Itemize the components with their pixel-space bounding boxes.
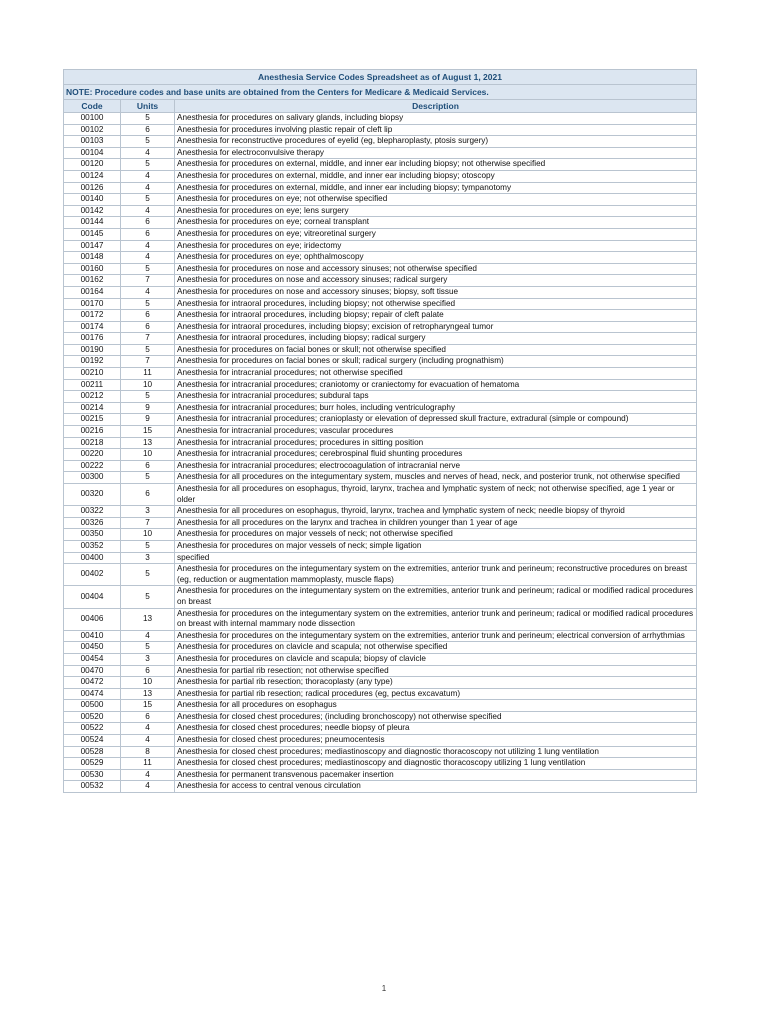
table-row — [64, 252, 697, 264]
description-cell: Anesthesia for procedures on nose and accessory sinuses; not otherwise specified — [175, 263, 697, 275]
column-header-row — [64, 100, 697, 113]
units-cell: 6 — [121, 310, 175, 322]
units-cell: 5 — [121, 642, 175, 654]
table-row — [64, 124, 697, 136]
table-row — [64, 402, 697, 414]
code-cell: 00220 — [64, 449, 121, 461]
code-cell: 00218 — [64, 437, 121, 449]
description-cell: Anesthesia for procedures on major vessels of neck; simple ligation — [175, 540, 697, 552]
description-cell: Anesthesia for intracranial procedures; burr holes, including ventriculography — [175, 402, 697, 414]
code-cell: 00528 — [64, 746, 121, 758]
units-cell: 3 — [121, 552, 175, 564]
code-cell: 00350 — [64, 529, 121, 541]
units-cell: 7 — [121, 356, 175, 368]
units-cell: 3 — [121, 506, 175, 518]
code-cell: 00406 — [64, 608, 121, 630]
units-cell: 5 — [121, 391, 175, 403]
table-row — [64, 653, 697, 665]
table-row — [64, 529, 697, 541]
table-row — [64, 333, 697, 345]
description-cell: Anesthesia for all procedures on esophagus — [175, 700, 697, 712]
note-row — [64, 85, 697, 100]
description-cell: Anesthesia for procedures on eye; corneal transplant — [175, 217, 697, 229]
units-cell: 6 — [121, 665, 175, 677]
units-cell: 6 — [121, 124, 175, 136]
units-cell: 6 — [121, 217, 175, 229]
code-cell: 00140 — [64, 194, 121, 206]
description-cell: Anesthesia for reconstructive procedures of eyelid (eg, blepharoplasty, ptosis surgery) — [175, 136, 697, 148]
code-cell: 00103 — [64, 136, 121, 148]
code-cell: 00124 — [64, 170, 121, 182]
units-cell: 4 — [121, 723, 175, 735]
table-row — [64, 781, 697, 793]
units-cell: 11 — [121, 758, 175, 770]
description-cell: Anesthesia for access to central venous circulation — [175, 781, 697, 793]
units-cell: 5 — [121, 472, 175, 484]
page-number: 1 — [381, 984, 387, 993]
units-cell: 5 — [121, 136, 175, 148]
code-cell: 00326 — [64, 517, 121, 529]
description-cell: Anesthesia for partial rib resection; radical procedures (eg, pectus excavatum) — [175, 688, 697, 700]
units-cell: 5 — [121, 298, 175, 310]
code-cell: 00100 — [64, 113, 121, 125]
description-cell: Anesthesia for procedures on external, middle, and inner ear including biopsy; otoscopy — [175, 170, 697, 182]
description-cell: Anesthesia for intraoral procedures, including biopsy; radical surgery — [175, 333, 697, 345]
units-cell: 4 — [121, 252, 175, 264]
table-row — [64, 564, 697, 586]
description-cell: Anesthesia for procedures on the integumentary system on the extremities, anterior trunk and perineum; radical or modified radical procedures on breast with internal mammary node dissection — [175, 608, 697, 630]
code-cell: 00164 — [64, 286, 121, 298]
description-cell: Anesthesia for procedures on external, middle, and inner ear including biopsy; not otherwise specified — [175, 159, 697, 171]
description-cell: Anesthesia for procedures on facial bones or skull; radical surgery (including prognathism) — [175, 356, 697, 368]
column-header-code: Code — [64, 100, 121, 113]
table-row — [64, 113, 697, 125]
code-cell: 00472 — [64, 677, 121, 689]
description-cell: Anesthesia for all procedures on esophagus, thyroid, larynx, trachea and lymphatic system of neck; needle biopsy of thyroid — [175, 506, 697, 518]
table-body — [64, 113, 697, 793]
units-cell: 6 — [121, 321, 175, 333]
units-cell: 5 — [121, 159, 175, 171]
code-cell: 00529 — [64, 758, 121, 770]
table-row — [64, 170, 697, 182]
code-cell: 00126 — [64, 182, 121, 194]
units-cell: 10 — [121, 379, 175, 391]
table-row — [64, 182, 697, 194]
table-row — [64, 414, 697, 426]
table-row — [64, 552, 697, 564]
code-cell: 00410 — [64, 630, 121, 642]
table-row — [64, 746, 697, 758]
code-cell: 00104 — [64, 147, 121, 159]
code-cell: 00162 — [64, 275, 121, 287]
code-cell: 00212 — [64, 391, 121, 403]
table-row — [64, 379, 697, 391]
description-cell: Anesthesia for procedures on the integumentary system on the extremities, anterior trunk and perineum; reconstructive procedures on breast (eg, reduction or augmentation mammoplasty, muscle flaps) — [175, 564, 697, 586]
code-cell: 00470 — [64, 665, 121, 677]
units-cell: 9 — [121, 414, 175, 426]
code-cell: 00170 — [64, 298, 121, 310]
code-cell: 00300 — [64, 472, 121, 484]
description-cell: Anesthesia for intraoral procedures, including biopsy; repair of cleft palate — [175, 310, 697, 322]
code-cell: 00400 — [64, 552, 121, 564]
description-cell: Anesthesia for intraoral procedures, including biopsy; excision of retropharyngeal tumor — [175, 321, 697, 333]
description-cell: Anesthesia for intracranial procedures; not otherwise specified — [175, 368, 697, 380]
code-cell: 00532 — [64, 781, 121, 793]
units-cell: 5 — [121, 540, 175, 552]
description-cell: Anesthesia for procedures on the integumentary system on the extremities, anterior trunk and perineum; electrical conversion of arrhythmias — [175, 630, 697, 642]
table-row — [64, 642, 697, 654]
description-cell: Anesthesia for procedures on nose and accessory sinuses; radical surgery — [175, 275, 697, 287]
table-row — [64, 321, 697, 333]
description-cell: Anesthesia for closed chest procedures; mediastinoscopy and diagnostic thoracoscopy utilizing 1 lung ventilation — [175, 758, 697, 770]
description-cell: Anesthesia for closed chest procedures; pneumocentesis — [175, 735, 697, 747]
code-cell: 00222 — [64, 460, 121, 472]
code-cell: 00214 — [64, 402, 121, 414]
description-cell: Anesthesia for partial rib resection; not otherwise specified — [175, 665, 697, 677]
units-cell: 5 — [121, 586, 175, 608]
table-row — [64, 136, 697, 148]
code-cell: 00192 — [64, 356, 121, 368]
code-cell: 00120 — [64, 159, 121, 171]
table-row — [64, 506, 697, 518]
table-row — [64, 147, 697, 159]
code-cell: 00500 — [64, 700, 121, 712]
spreadsheet-page — [63, 69, 696, 793]
description-cell: Anesthesia for procedures on eye; vitreoretinal surgery — [175, 228, 697, 240]
description-cell: Anesthesia for closed chest procedures; (including bronchoscopy) not otherwise specified — [175, 711, 697, 723]
table-row — [64, 484, 697, 506]
description-cell: Anesthesia for procedures on clavicle and scapula; not otherwise specified — [175, 642, 697, 654]
units-cell: 4 — [121, 630, 175, 642]
table-row — [64, 263, 697, 275]
code-cell: 00174 — [64, 321, 121, 333]
title-row — [64, 70, 697, 85]
units-cell: 7 — [121, 517, 175, 529]
units-cell: 11 — [121, 368, 175, 380]
code-cell: 00176 — [64, 333, 121, 345]
units-cell: 5 — [121, 263, 175, 275]
description-cell: Anesthesia for procedures on eye; lens surgery — [175, 205, 697, 217]
units-cell: 4 — [121, 170, 175, 182]
description-cell: Anesthesia for intraoral procedures, including biopsy; not otherwise specified — [175, 298, 697, 310]
code-cell: 00404 — [64, 586, 121, 608]
table-row — [64, 344, 697, 356]
description-cell: Anesthesia for procedures on nose and accessory sinuses; biopsy, soft tissue — [175, 286, 697, 298]
code-cell: 00524 — [64, 735, 121, 747]
table-row — [64, 517, 697, 529]
table-row — [64, 449, 697, 461]
units-cell: 15 — [121, 426, 175, 438]
column-header-units: Units — [121, 100, 175, 113]
table-row — [64, 368, 697, 380]
description-cell: Anesthesia for closed chest procedures; mediastinoscopy and diagnostic thoracoscopy not utilizing 1 lung ventilation — [175, 746, 697, 758]
description-cell: Anesthesia for procedures on eye; ophthalmoscopy — [175, 252, 697, 264]
code-cell: 00142 — [64, 205, 121, 217]
units-cell: 5 — [121, 194, 175, 206]
units-cell: 5 — [121, 564, 175, 586]
table-row — [64, 735, 697, 747]
description-cell: Anesthesia for intracranial procedures; cerebrospinal fluid shunting procedures — [175, 449, 697, 461]
table-row — [64, 205, 697, 217]
table-row — [64, 356, 697, 368]
table-row — [64, 275, 697, 287]
column-header-description: Description — [175, 100, 697, 113]
units-cell: 6 — [121, 228, 175, 240]
code-cell: 00522 — [64, 723, 121, 735]
code-cell: 00145 — [64, 228, 121, 240]
description-cell: Anesthesia for intracranial procedures; craniotomy or craniectomy for evacuation of hematoma — [175, 379, 697, 391]
code-cell: 00215 — [64, 414, 121, 426]
table-row — [64, 711, 697, 723]
description-cell: Anesthesia for procedures involving plastic repair of cleft lip — [175, 124, 697, 136]
units-cell: 8 — [121, 746, 175, 758]
units-cell: 10 — [121, 449, 175, 461]
anesthesia-codes-table — [63, 69, 697, 793]
units-cell: 9 — [121, 402, 175, 414]
code-cell: 00148 — [64, 252, 121, 264]
description-cell: Anesthesia for procedures on eye; iridectomy — [175, 240, 697, 252]
code-cell: 00160 — [64, 263, 121, 275]
code-cell: 00352 — [64, 540, 121, 552]
description-cell: Anesthesia for procedures on salivary glands, including biopsy — [175, 113, 697, 125]
description-cell: Anesthesia for intracranial procedures; subdural taps — [175, 391, 697, 403]
code-cell: 00322 — [64, 506, 121, 518]
units-cell: 3 — [121, 653, 175, 665]
source-note: NOTE: Procedure codes and base units are obtained from the Centers for Medicare & Medicaid Services. — [64, 85, 697, 100]
table-row — [64, 769, 697, 781]
units-cell: 13 — [121, 688, 175, 700]
description-cell: Anesthesia for procedures on clavicle and scapula; biopsy of clavicle — [175, 653, 697, 665]
table-row — [64, 758, 697, 770]
table-row — [64, 723, 697, 735]
table-row — [64, 310, 697, 322]
code-cell: 00211 — [64, 379, 121, 391]
code-cell: 00172 — [64, 310, 121, 322]
table-row — [64, 217, 697, 229]
description-cell: Anesthesia for procedures on the integumentary system on the extremities, anterior trunk and perineum; radical or modified radical procedures on breast — [175, 586, 697, 608]
table-row — [64, 240, 697, 252]
description-cell: Anesthesia for partial rib resection; thoracoplasty (any type) — [175, 677, 697, 689]
table-row — [64, 700, 697, 712]
description-cell: Anesthesia for procedures on external, middle, and inner ear including biopsy; tympanotomy — [175, 182, 697, 194]
units-cell: 4 — [121, 182, 175, 194]
code-cell: 00190 — [64, 344, 121, 356]
units-cell: 13 — [121, 437, 175, 449]
description-cell: Anesthesia for procedures on eye; not otherwise specified — [175, 194, 697, 206]
code-cell: 00402 — [64, 564, 121, 586]
table-row — [64, 437, 697, 449]
code-cell: 00102 — [64, 124, 121, 136]
description-cell: Anesthesia for electroconvulsive therapy — [175, 147, 697, 159]
table-row — [64, 586, 697, 608]
description-cell: Anesthesia for intracranial procedures; electrocoagulation of intracranial nerve — [175, 460, 697, 472]
description-cell: Anesthesia for permanent transvenous pacemaker insertion — [175, 769, 697, 781]
description-cell: Anesthesia for intracranial procedures; vascular procedures — [175, 426, 697, 438]
code-cell: 00520 — [64, 711, 121, 723]
units-cell: 4 — [121, 205, 175, 217]
units-cell: 4 — [121, 735, 175, 747]
table-row — [64, 472, 697, 484]
units-cell: 7 — [121, 275, 175, 287]
description-cell: Anesthesia for all procedures on the integumentary system, muscles and nerves of head, neck, and posterior trunk, not otherwise specified — [175, 472, 697, 484]
table-row — [64, 159, 697, 171]
description-cell: specified — [175, 552, 697, 564]
table-row — [64, 540, 697, 552]
description-cell: Anesthesia for all procedures on the larynx and trachea in children younger than 1 year of age — [175, 517, 697, 529]
description-cell: Anesthesia for closed chest procedures; needle biopsy of pleura — [175, 723, 697, 735]
table-row — [64, 608, 697, 630]
code-cell: 00210 — [64, 368, 121, 380]
units-cell: 6 — [121, 484, 175, 506]
code-cell: 00144 — [64, 217, 121, 229]
description-cell: Anesthesia for all procedures on esophagus, thyroid, larynx, trachea and lymphatic system of neck; not otherwise specified, age 1 year or older — [175, 484, 697, 506]
description-cell: Anesthesia for intracranial procedures; cranioplasty or elevation of depressed skull fracture, extradural (simple or compound) — [175, 414, 697, 426]
code-cell: 00147 — [64, 240, 121, 252]
units-cell: 4 — [121, 781, 175, 793]
table-row — [64, 630, 697, 642]
code-cell: 00450 — [64, 642, 121, 654]
table-row — [64, 391, 697, 403]
units-cell: 5 — [121, 113, 175, 125]
table-row — [64, 426, 697, 438]
table-row — [64, 665, 697, 677]
table-row — [64, 460, 697, 472]
code-cell: 00320 — [64, 484, 121, 506]
description-cell: Anesthesia for intracranial procedures; procedures in sitting position — [175, 437, 697, 449]
units-cell: 15 — [121, 700, 175, 712]
description-cell: Anesthesia for procedures on facial bones or skull; not otherwise specified — [175, 344, 697, 356]
units-cell: 10 — [121, 677, 175, 689]
units-cell: 4 — [121, 769, 175, 781]
units-cell: 10 — [121, 529, 175, 541]
units-cell: 7 — [121, 333, 175, 345]
table-row — [64, 298, 697, 310]
units-cell: 13 — [121, 608, 175, 630]
table-row — [64, 228, 697, 240]
units-cell: 4 — [121, 147, 175, 159]
description-cell: Anesthesia for procedures on major vessels of neck; not otherwise specified — [175, 529, 697, 541]
spreadsheet-title: Anesthesia Service Codes Spreadsheet as of August 1, 2021 — [64, 70, 697, 85]
code-cell: 00454 — [64, 653, 121, 665]
code-cell: 00474 — [64, 688, 121, 700]
table-row — [64, 286, 697, 298]
units-cell: 4 — [121, 286, 175, 298]
units-cell: 5 — [121, 344, 175, 356]
units-cell: 4 — [121, 240, 175, 252]
code-cell: 00216 — [64, 426, 121, 438]
table-row — [64, 194, 697, 206]
units-cell: 6 — [121, 711, 175, 723]
table-row — [64, 677, 697, 689]
table-row — [64, 688, 697, 700]
units-cell: 6 — [121, 460, 175, 472]
code-cell: 00530 — [64, 769, 121, 781]
